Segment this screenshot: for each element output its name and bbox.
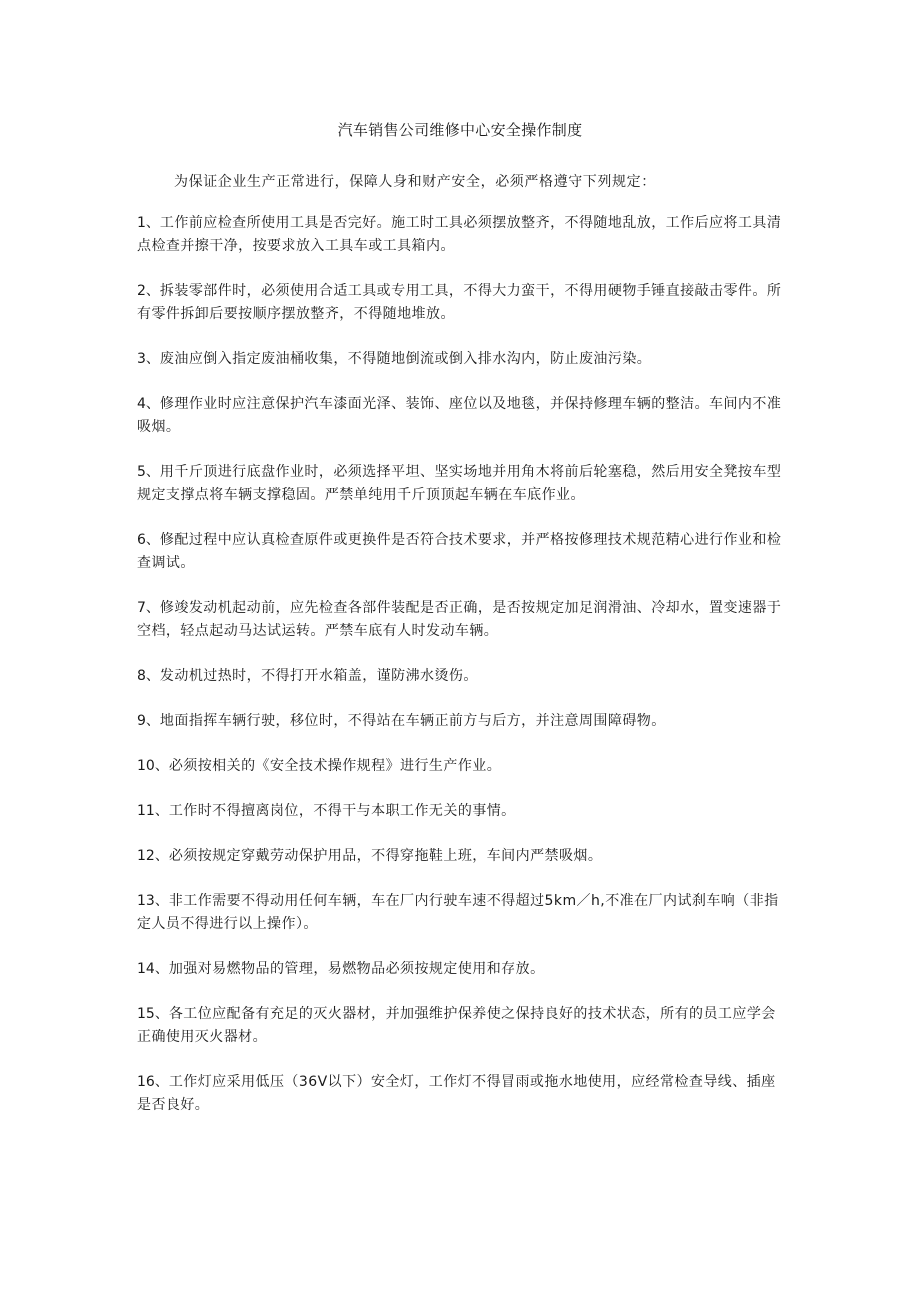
rule-number: 6、 <box>137 532 160 548</box>
rule-number: 16、 <box>137 1074 169 1090</box>
rule-item <box>137 845 789 868</box>
rule-number: 8、 <box>137 668 160 684</box>
rule-text: 工作时不得擅离岗位，不得干与本职工作无关的事情。 <box>168 803 516 819</box>
rule-text: 各工位应配备有充足的灭火器材，并加强维护保养使之保持良好的技术状态，所有的员工应学会正确使用灭火器材。 <box>137 1006 776 1045</box>
rule-number: 13、 <box>137 893 169 909</box>
rule-item <box>137 800 789 823</box>
rule-text: 加强对易燃物品的管理，易燃物品必须按规定使用和存放。 <box>168 961 545 977</box>
document-title: 汽车销售公司维修中心安全操作制度 <box>337 121 583 139</box>
rule-number: 11、 <box>137 803 169 819</box>
rule-item <box>137 348 789 371</box>
rule-text: 工作前应检查所使用工具是否完好。施工时工具必须摆放整齐，不得随地乱放，工作后应将工具清点检查并擦干净，按要求放入工具车或工具箱内。 <box>137 215 782 254</box>
rule-item <box>137 280 789 326</box>
rule-item <box>137 890 789 936</box>
rule-item <box>137 597 789 643</box>
rule-text: 发动机过热时，不得打开水箱盖，谨防沸水烫伤。 <box>159 668 478 684</box>
rule-number: 15、 <box>137 1006 169 1022</box>
rule-number: 10、 <box>137 758 169 774</box>
rule-text: 拆装零部件时，必须使用合适工具或专用工具，不得大力蛮干，不得用硬物手锤直接敲击零件。所有零件拆卸后要按顺序摆放整齐，不得随地堆放。 <box>137 283 782 322</box>
rule-text: 必须按相关的《安全技术操作规程》进行生产作业。 <box>168 758 502 774</box>
rule-text: 修配过程中应认真检查原件或更换件是否符合技术要求，并严格按修理技术规范精心进行作业和检查调试。 <box>137 532 782 571</box>
rule-item <box>137 529 789 575</box>
rule-number: 4、 <box>137 396 160 412</box>
rule-number: 12、 <box>137 848 169 864</box>
rule-item <box>137 755 789 778</box>
rule-item <box>137 958 789 981</box>
rule-text: 必须按规定穿戴劳动保护用品，不得穿拖鞋上班，车间内严禁吸烟。 <box>168 848 603 864</box>
rule-item <box>137 461 789 507</box>
rule-item <box>137 1003 789 1049</box>
rule-item <box>137 393 789 439</box>
rule-number: 9、 <box>137 713 160 729</box>
rule-number: 2、 <box>137 283 160 299</box>
rule-item <box>137 665 789 688</box>
rule-item <box>137 212 789 258</box>
rule-number: 3、 <box>137 351 160 367</box>
rule-number: 5、 <box>137 464 160 480</box>
rule-number: 7、 <box>137 600 160 616</box>
intro-paragraph: 为保证企业生产正常进行，保障人身和财产安全，必须严格遵守下列规定： <box>174 174 656 190</box>
rule-text: 非工作需要不得动用任何车辆，车在厂内行驶车速不得超过5km／h,不准在厂内试刹车响（非指定人员不得进行以上操作）。 <box>137 893 779 932</box>
rules-list <box>137 212 789 1139</box>
rule-number: 14、 <box>137 961 169 977</box>
rule-text: 用千斤顶进行底盘作业时，必须选择平坦、坚实场地并用角木将前后轮塞稳，然后用安全凳按车型规定支撑点将车辆支撑稳固。严禁单纯用千斤顶顶起车辆在车底作业。 <box>137 464 782 503</box>
rule-number: 1、 <box>137 215 160 231</box>
rule-text: 修理作业时应注意保护汽车漆面光泽、装饰、座位以及地毯，并保持修理车辆的整洁。车间内不准吸烟。 <box>137 396 782 435</box>
rule-item <box>137 710 789 733</box>
rule-text: 修竣发动机起动前，应先检查各部件装配是否正确，是否按规定加足润滑油、冷却水，置变速器于空档，轻点起动马达试运转。严禁车底有人时发动车辆。 <box>137 600 782 639</box>
rule-text: 废油应倒入指定废油桶收集，不得随地倒流或倒入排水沟内，防止废油污染。 <box>159 351 652 367</box>
rule-item <box>137 1071 789 1117</box>
rule-text: 地面指挥车辆行驶，移位时，不得站在车辆正前方与后方，并注意周围障碍物。 <box>159 713 666 729</box>
rule-text: 工作灯应采用低压（36V以下）安全灯，工作灯不得冒雨或拖水地使用，应经常检查导线、插座是否良好。 <box>137 1074 776 1113</box>
